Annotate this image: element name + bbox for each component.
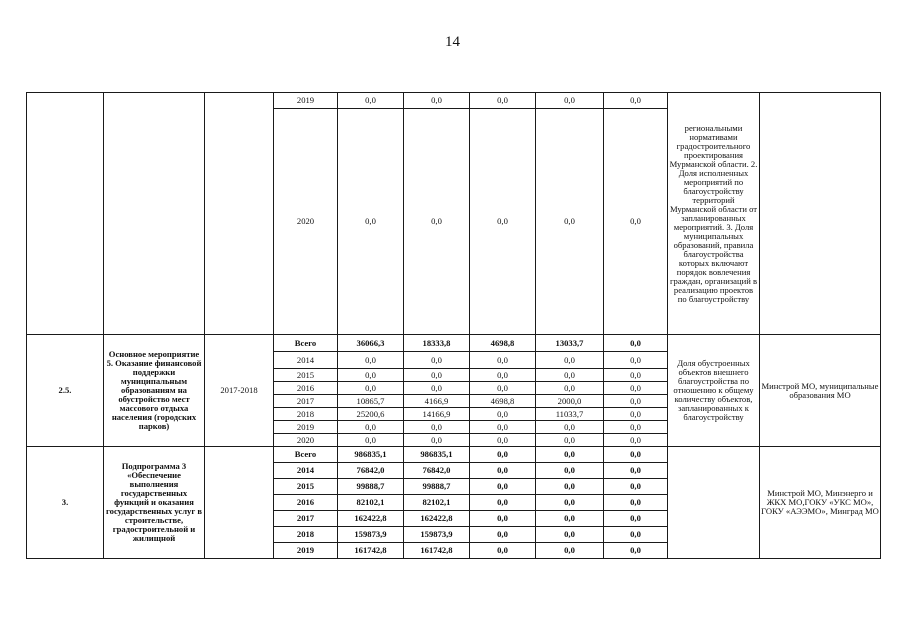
year-cell: Всего — [274, 447, 338, 463]
local-budget-cell: 13033,7 — [536, 335, 604, 352]
total-cell: 25200,6 — [338, 408, 404, 421]
indicator-cell — [668, 447, 760, 559]
other-sources-cell: 0,0 — [604, 335, 668, 352]
regional-budget-cell: 0,0 — [404, 352, 470, 369]
year-cell: 2014 — [274, 463, 338, 479]
other-sources-cell: 0,0 — [604, 109, 668, 335]
year-cell: 2016 — [274, 495, 338, 511]
local-budget-cell: 0,0 — [536, 447, 604, 463]
regional-budget-cell: 0,0 — [404, 369, 470, 382]
local-budget-cell: 0,0 — [536, 527, 604, 543]
regional-budget-cell: 162422,8 — [404, 511, 470, 527]
total-cell: 36066,3 — [338, 335, 404, 352]
year-cell: 2016 — [274, 382, 338, 395]
local-budget-cell: 0,0 — [536, 109, 604, 335]
total-cell: 99888,7 — [338, 479, 404, 495]
federal-budget-cell: 0,0 — [470, 511, 536, 527]
local-budget-cell: 0,0 — [536, 543, 604, 559]
federal-budget-cell: 0,0 — [470, 543, 536, 559]
executor-cell: Минстрой МО, Минэнерго и ЖКХ МО,ГОКУ «УКС МО», ГОКУ «АЭЭМО», Минград МО — [760, 447, 881, 559]
other-sources-cell: 0,0 — [604, 527, 668, 543]
total-cell: 76842,0 — [338, 463, 404, 479]
regional-budget-cell: 0,0 — [404, 421, 470, 434]
total-cell: 0,0 — [338, 369, 404, 382]
total-cell: 0,0 — [338, 434, 404, 447]
other-sources-cell: 0,0 — [604, 543, 668, 559]
federal-budget-cell: 0,0 — [470, 495, 536, 511]
year-cell: 2019 — [274, 93, 338, 109]
year-cell: 2015 — [274, 369, 338, 382]
period-cell — [205, 447, 274, 559]
local-budget-cell: 0,0 — [536, 495, 604, 511]
other-sources-cell: 0,0 — [604, 495, 668, 511]
year-cell: 2015 — [274, 479, 338, 495]
year-cell: 2020 — [274, 109, 338, 335]
activity-name-cell: Основное мероприятие 5. Оказание финансовой поддержки муниципальным образованиям на обустройство мест массового отдыха населения (городских парков) — [104, 335, 205, 447]
year-cell: 2019 — [274, 421, 338, 434]
other-sources-cell: 0,0 — [604, 421, 668, 434]
page-number: 14 — [445, 34, 460, 50]
other-sources-cell: 0,0 — [604, 447, 668, 463]
regional-budget-cell: 0,0 — [404, 382, 470, 395]
federal-budget-cell: 0,0 — [470, 527, 536, 543]
other-sources-cell: 0,0 — [604, 395, 668, 408]
activity-name-cell: Подпрограмма 3 «Обеспечение выполнения государственных функций и оказания государственных услуг в строительстве, градостроительной и жилищной — [104, 447, 205, 559]
regional-budget-cell: 0,0 — [404, 93, 470, 109]
other-sources-cell: 0,0 — [604, 408, 668, 421]
regional-budget-cell: 76842,0 — [404, 463, 470, 479]
local-budget-cell: 2000,0 — [536, 395, 604, 408]
indicator-cell: региональными нормативами градостроительного проектирования Мурманской области. 2. Доля исполненных мероприятий по благоустройству территорий Мурманской области от запланированных мероприятий. 3. Доля муниципальных образований, правила благоустройства которых включают порядок вовлечения граждан, организаций в реализацию проектов по благоустройству — [668, 93, 760, 335]
total-cell: 0,0 — [338, 382, 404, 395]
regional-budget-cell: 0,0 — [404, 109, 470, 335]
regional-budget-cell: 986835,1 — [404, 447, 470, 463]
other-sources-cell: 0,0 — [604, 479, 668, 495]
activity-name-cell — [104, 93, 205, 335]
year-cell: 2017 — [274, 395, 338, 408]
row-number-cell: 3. — [27, 447, 104, 559]
regional-budget-cell: 99888,7 — [404, 479, 470, 495]
other-sources-cell: 0,0 — [604, 369, 668, 382]
local-budget-cell: 0,0 — [536, 479, 604, 495]
period-cell — [205, 93, 274, 335]
year-cell: 2019 — [274, 543, 338, 559]
executor-cell: Минстрой МО, муниципальные образования МО — [760, 335, 881, 447]
table-row — [27, 335, 881, 352]
total-cell: 0,0 — [338, 109, 404, 335]
other-sources-cell: 0,0 — [604, 511, 668, 527]
federal-budget-cell: 0,0 — [470, 463, 536, 479]
federal-budget-cell: 0,0 — [470, 447, 536, 463]
table-row — [27, 447, 881, 463]
total-cell: 986835,1 — [338, 447, 404, 463]
local-budget-cell: 0,0 — [536, 434, 604, 447]
total-cell: 162422,8 — [338, 511, 404, 527]
regional-budget-cell: 161742,8 — [404, 543, 470, 559]
federal-budget-cell: 0,0 — [470, 479, 536, 495]
local-budget-cell: 0,0 — [536, 511, 604, 527]
federal-budget-cell: 0,0 — [470, 369, 536, 382]
total-cell: 0,0 — [338, 93, 404, 109]
other-sources-cell: 0,0 — [604, 352, 668, 369]
year-cell: 2018 — [274, 408, 338, 421]
local-budget-cell: 0,0 — [536, 352, 604, 369]
period-cell: 2017-2018 — [205, 335, 274, 447]
regional-budget-cell: 4166,9 — [404, 395, 470, 408]
regional-budget-cell: 14166,9 — [404, 408, 470, 421]
other-sources-cell: 0,0 — [604, 434, 668, 447]
federal-budget-cell: 0,0 — [470, 93, 536, 109]
federal-budget-cell: 0,0 — [470, 382, 536, 395]
total-cell: 82102,1 — [338, 495, 404, 511]
regional-budget-cell: 82102,1 — [404, 495, 470, 511]
year-cell: Всего — [274, 335, 338, 352]
total-cell: 159873,9 — [338, 527, 404, 543]
local-budget-cell: 0,0 — [536, 463, 604, 479]
year-cell: 2014 — [274, 352, 338, 369]
other-sources-cell: 0,0 — [604, 463, 668, 479]
budget-table — [26, 92, 881, 559]
federal-budget-cell: 0,0 — [470, 421, 536, 434]
local-budget-cell: 0,0 — [536, 369, 604, 382]
other-sources-cell: 0,0 — [604, 93, 668, 109]
executor-cell — [760, 93, 881, 335]
regional-budget-cell: 18333,8 — [404, 335, 470, 352]
total-cell: 0,0 — [338, 421, 404, 434]
total-cell: 10865,7 — [338, 395, 404, 408]
year-cell: 2020 — [274, 434, 338, 447]
total-cell: 0,0 — [338, 352, 404, 369]
local-budget-cell: 11033,7 — [536, 408, 604, 421]
federal-budget-cell: 0,0 — [470, 352, 536, 369]
total-cell: 161742,8 — [338, 543, 404, 559]
local-budget-cell: 0,0 — [536, 421, 604, 434]
federal-budget-cell: 0,0 — [470, 408, 536, 421]
federal-budget-cell: 4698,8 — [470, 395, 536, 408]
row-number-cell — [27, 93, 104, 335]
year-cell: 2018 — [274, 527, 338, 543]
indicator-cell: Доля обустроенных объектов внешнего благоустройства по отношению к общему количеству объектов, запланированных к благоустройству — [668, 335, 760, 447]
local-budget-cell: 0,0 — [536, 382, 604, 395]
row-number-cell: 2.5. — [27, 335, 104, 447]
year-cell: 2017 — [274, 511, 338, 527]
federal-budget-cell: 0,0 — [470, 109, 536, 335]
federal-budget-cell: 0,0 — [470, 434, 536, 447]
federal-budget-cell: 4698,8 — [470, 335, 536, 352]
table-row — [27, 93, 881, 109]
regional-budget-cell: 159873,9 — [404, 527, 470, 543]
local-budget-cell: 0,0 — [536, 93, 604, 109]
regional-budget-cell: 0,0 — [404, 434, 470, 447]
other-sources-cell: 0,0 — [604, 382, 668, 395]
